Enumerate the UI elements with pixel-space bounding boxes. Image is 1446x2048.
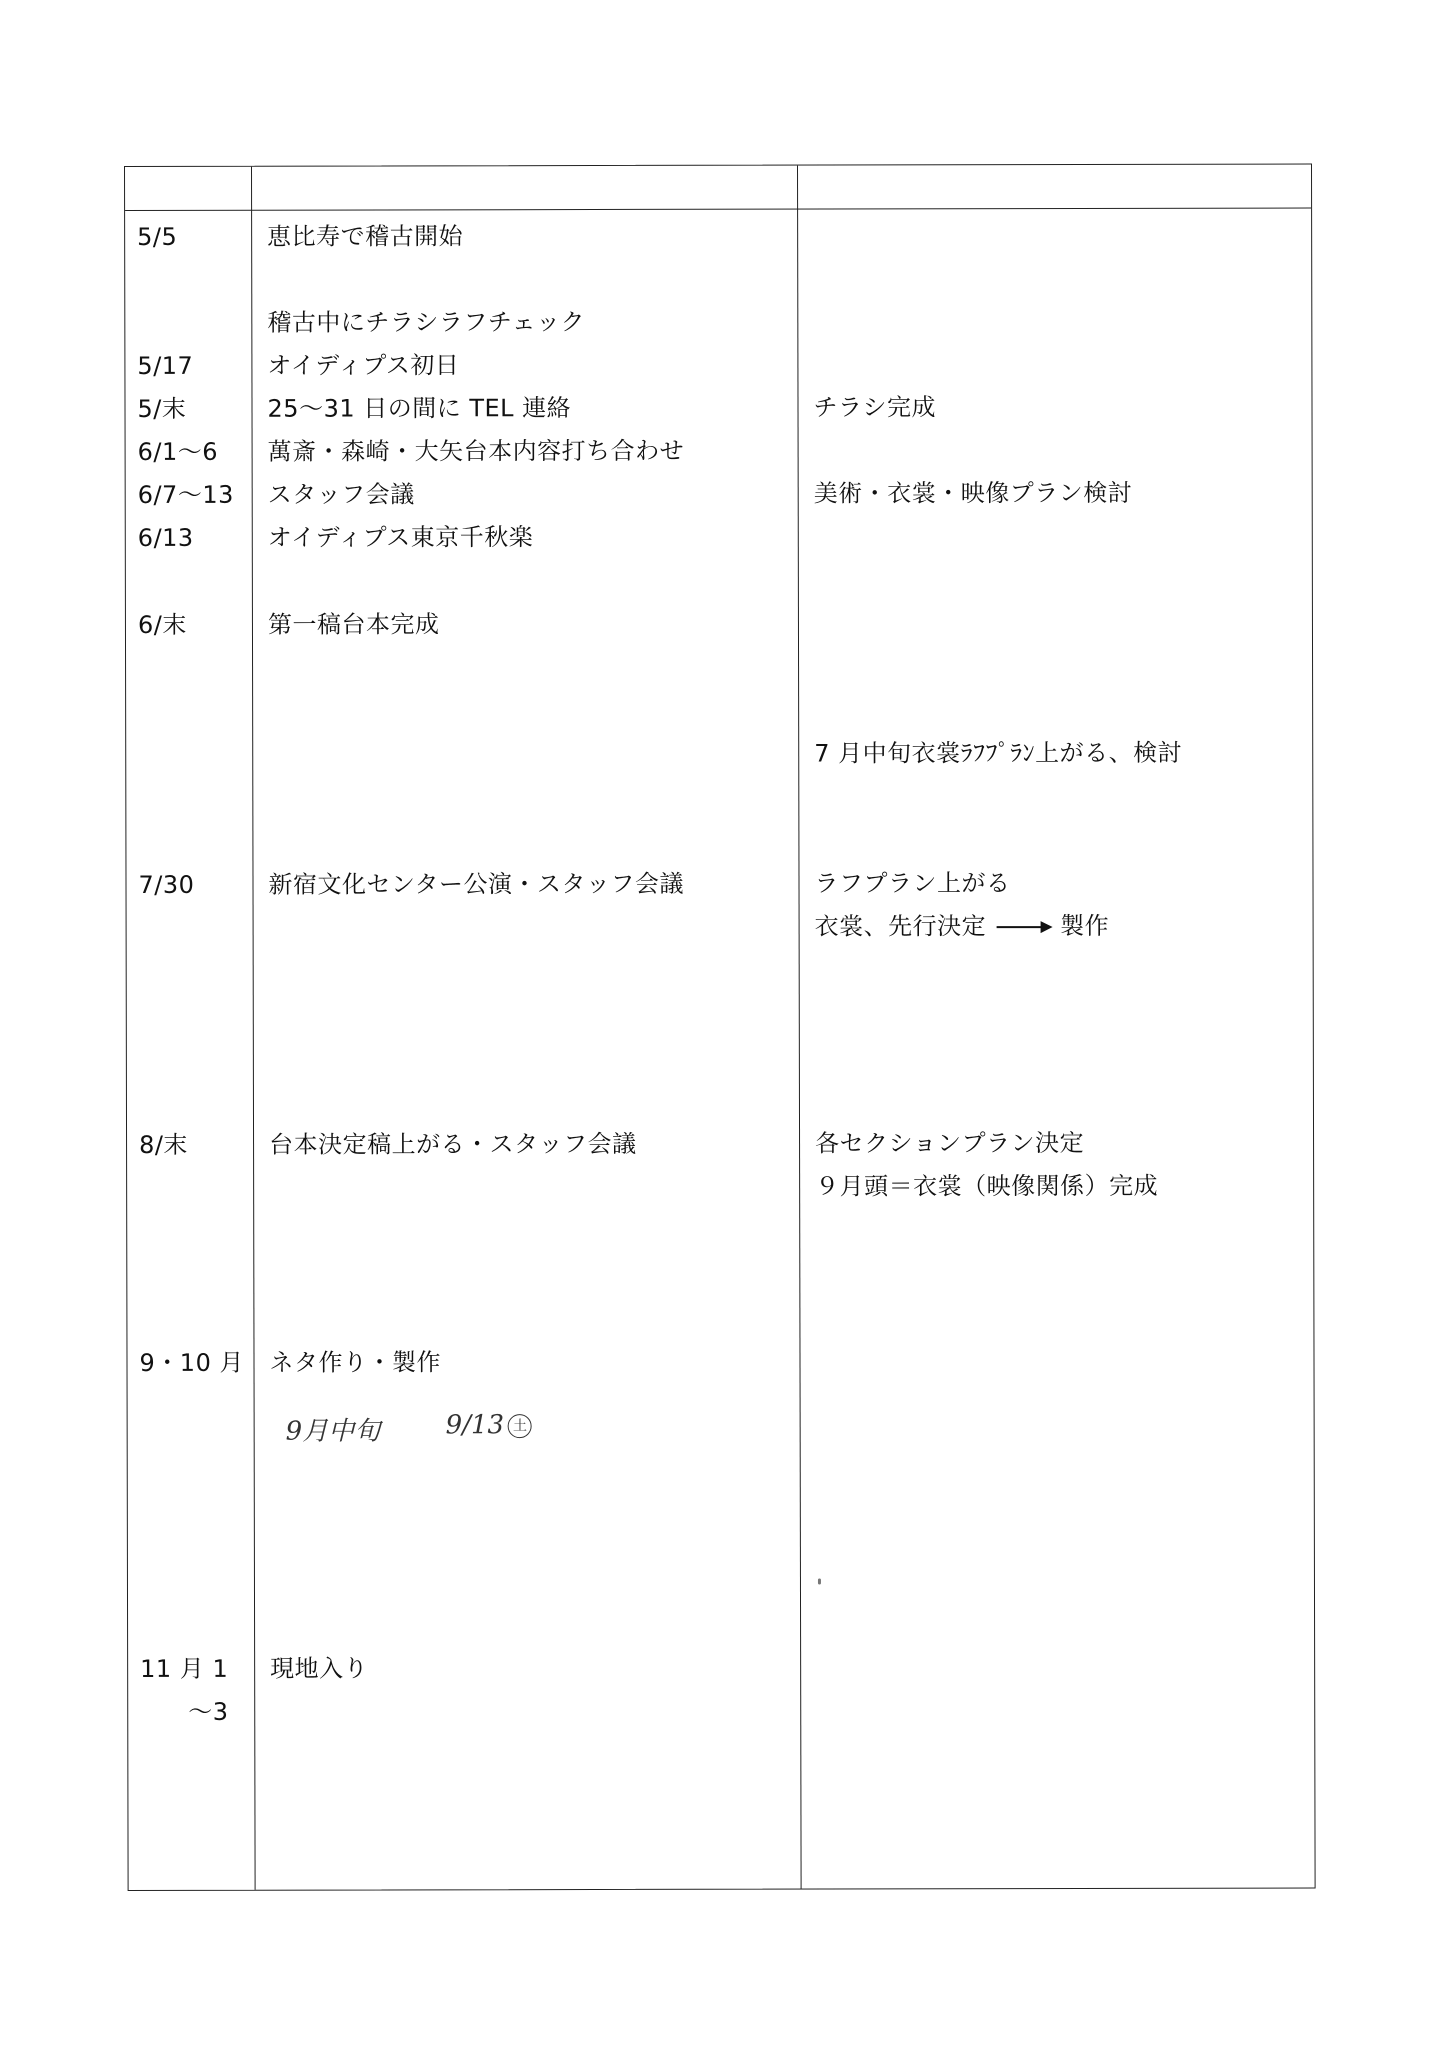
row-date: ～3 [188,1697,229,1726]
row-task: 稽古中にチラシラフチェック [267,308,586,337]
circled-weekday: 土 [508,1414,532,1438]
row-task: 台本決定稿上がる・スタッフ会議 [269,1129,637,1159]
row-note: チラシ完成 [813,393,937,422]
schedule-table [124,164,1316,1891]
row-date: 5/5 [137,222,178,251]
row-note: ラフプラン上がる [814,869,1011,898]
row-date: 6/13 [137,523,194,552]
row-note: ９月頭＝衣裳（映像関係）完成 [815,1171,1159,1201]
handwritten-date [446,1410,532,1440]
row-task: オイディプス初日 [267,351,460,380]
row-task: 萬斎・森崎・大矢台本内容打ち合わせ [267,436,685,466]
row-date: 8/末 [139,1130,188,1159]
row-date: 5/末 [137,394,187,423]
row-task: 恵比寿で稽古開始 [267,222,464,251]
header-divider [125,208,1311,211]
row-date: 11 月 1 [140,1654,229,1683]
row-date: 9・10 月 [139,1348,244,1377]
row-task: オイディプス東京千秋楽 [267,523,534,552]
row-note: 7 月中旬衣裳ﾗﾌﾌﾟﾗﾝ上がる、検討 [814,738,1183,768]
row-date: 6/1～6 [137,437,219,466]
right-arrow-icon [996,920,1052,934]
row-date: 6/7～13 [137,480,234,509]
column-divider-notes [797,166,802,1889]
scan-speck [818,1579,821,1585]
note-after-arrow: 製作 [1060,911,1110,941]
row-note: 美術・衣裳・映像プラン検討 [813,478,1133,508]
row-task: 現地入り [270,1654,369,1683]
note-before-arrow: 衣裳、先行決定 [814,912,987,941]
row-date: 6/末 [137,610,187,639]
handwritten-date-text: 9/13 [445,1410,505,1441]
row-date: 5/17 [137,351,194,380]
column-divider-date [251,167,256,1890]
handwritten-note: 9月中旬 [285,1416,381,1447]
row-task: ネタ作り・製作 [269,1348,442,1377]
row-note: 各セクションプラン決定 [815,1128,1085,1158]
row-task: 新宿文化センター公演・スタッフ会議 [268,869,685,899]
row-date: 7/30 [138,870,195,899]
row-task: スタッフ会議 [267,480,415,509]
row-task: 25～31 日の間に TEL 連絡 [267,394,572,423]
row-task: 第一稿台本完成 [267,610,440,639]
row-note-arrow [815,912,1110,941]
